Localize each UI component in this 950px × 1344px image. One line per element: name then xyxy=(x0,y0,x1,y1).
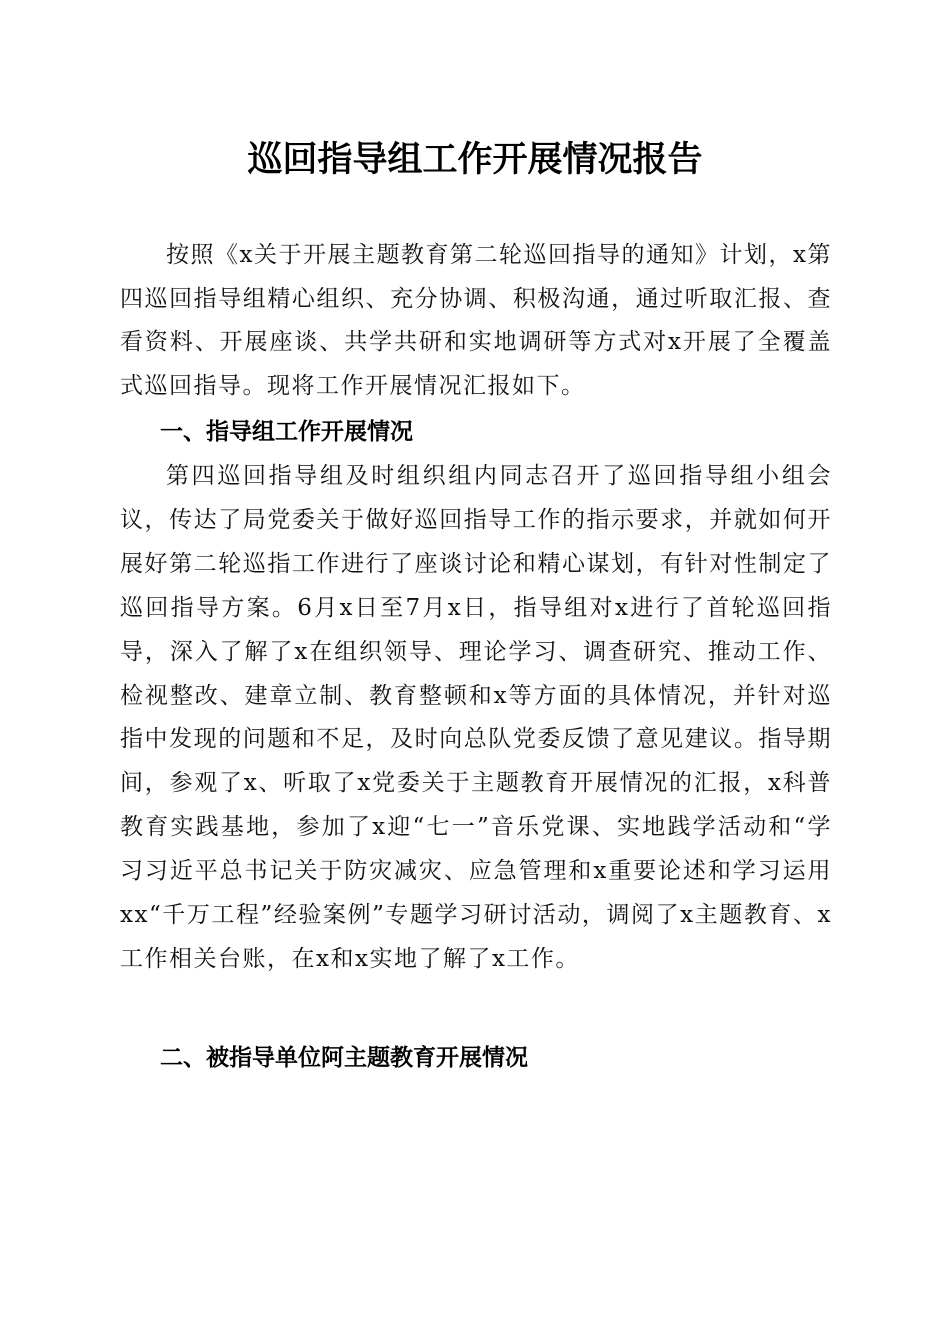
section-1-heading: 一、指导组工作开展情况 xyxy=(160,419,413,445)
document-title: 巡回指导组工作开展情况报告 xyxy=(247,139,703,180)
section-2-heading: 二、被指导单位阿主题教育开展情况 xyxy=(160,1045,528,1071)
intro-paragraph: 按照《x关于开展主题教育第二轮巡回指导的通知》计划，x第四巡回指导组精心组织、充分协调、积极沟通，通过听取汇报、查看资料、开展座谈、共学共研和实地调研等方式对x开展了全覆盖式巡回指导。现将工作开展情况汇报如下。 xyxy=(120,242,832,399)
section-1-paragraph: 第四巡回指导组及时组织组内同志召开了巡回指导组小组会议，传达了局党委关于做好巡回指导工作的指示要求，并就如何开展好第二轮巡指工作进行了座谈讨论和精心谋划，有针对性制定了巡回指导方案。6月x日至7月x日，指导组对x进行了首轮巡回指导，深入了解了x在组织领导、理论学习、调查研究、推动工作、检视整改、建章立制、教育整顿和x等方面的具体情况，并针对巡指中发现的问题和不足，及时向总队党委反馈了意见建议。指导期间，参观了x、听取了x党委关于主题教育开展情况的汇报，x科普教育实践基地，参加了x迎“七一”音乐党课、实地践学活动和“学习习近平总书记关于防灾减灾、应急管理和x重要论述和学习运用xx“千万工程”经验案例”专题学习研讨活动，调阅了x主题教育、x工作相关台账，在x和x实地了解了x工作。 xyxy=(120,463,832,972)
